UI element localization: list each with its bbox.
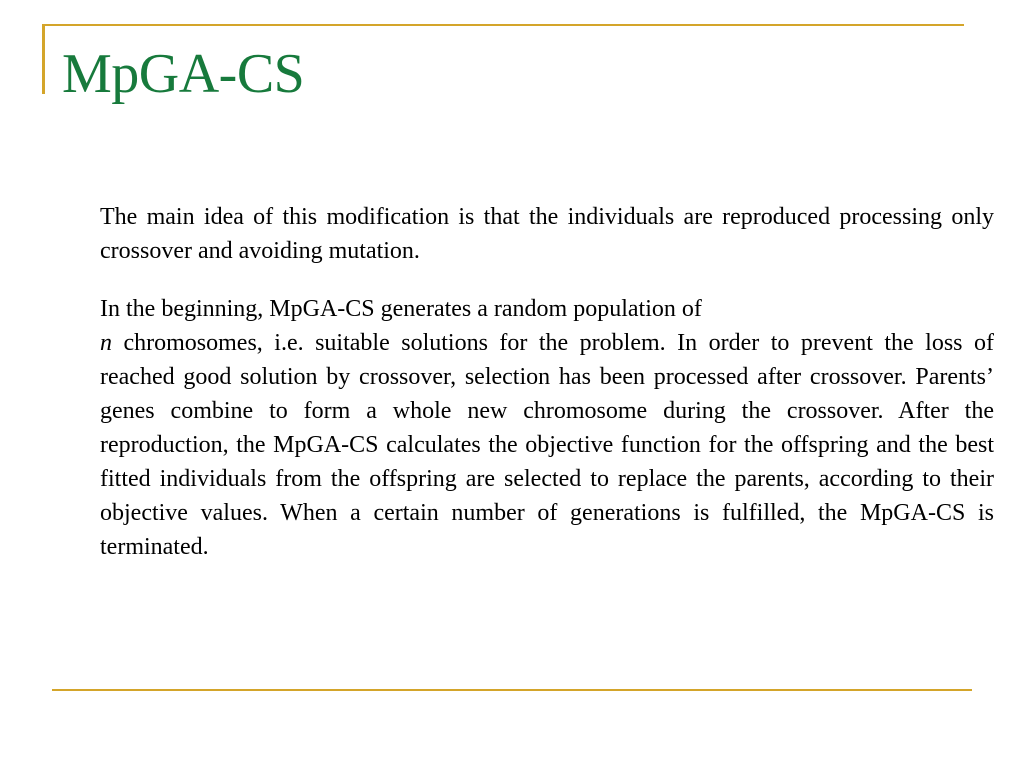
paragraph-algorithm-description xyxy=(100,292,994,564)
bottom-accent-line xyxy=(52,689,972,691)
top-accent-line xyxy=(42,24,964,26)
paragraph-lead-text: In the beginning, MpGA-CS generates a random population of xyxy=(100,296,702,322)
slide-body xyxy=(100,200,994,588)
slide-title: MpGA-CS xyxy=(62,43,305,105)
paragraph-rest-text: chromosomes, i.e. suitable solutions for the problem. In order to prevent the loss of reached good solution by crossover, selection has been processed after crossover. Parents’ genes combine to form a whole new chromosome during the crossover. After the reproduction, the MpGA-CS calculates the objective function for the offspring and the best fitted individuals from the offspring are selected to replace the parents, according to their objective values. When a certain number of generations is fulfilled, the MpGA-CS is terminated. xyxy=(100,330,994,560)
left-accent-line xyxy=(42,24,45,94)
paragraph-main-idea: The main idea of this modification is that the individuals are reproduced processing only crossover and avoiding mutation. xyxy=(100,204,994,264)
population-size-variable: n xyxy=(100,330,112,356)
